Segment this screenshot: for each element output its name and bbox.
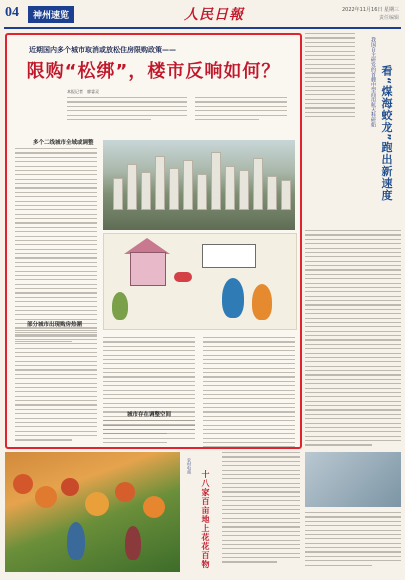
subhead-3: 城市存在调整空间: [127, 412, 172, 418]
highlighted-article[interactable]: [5, 33, 302, 449]
sidebar-article-title[interactable]: [360, 37, 398, 227]
housing-cartoon: [103, 233, 297, 330]
issue-date: 2022年11月16日 星期三: [341, 7, 399, 13]
person-figure: [112, 292, 128, 320]
sidebar-headline: 看“煤海蛟龙”跑出新速度: [380, 65, 393, 202]
sidebar-photo: [305, 452, 401, 507]
body-column-3: [203, 337, 295, 449]
body-column-1: [15, 148, 97, 345]
subhead-1: 多个二线城市全域或调整: [33, 140, 94, 146]
lead-paragraph-right: [195, 97, 287, 131]
speech-bubble: [174, 272, 192, 282]
article-byline: 本报记者 廖睿灵: [67, 89, 99, 94]
body-column-1b: [15, 330, 97, 444]
bottom-headline: 十八家百亩地上花花百物: [201, 470, 210, 569]
section-tag: 神州速览: [28, 6, 74, 23]
fruit-harvest-photo: [5, 452, 180, 572]
person-figure: [252, 284, 272, 320]
body-column-2b: [103, 420, 195, 446]
person-figure: [222, 278, 244, 318]
page-header: [0, 0, 405, 30]
lead-paragraph: [67, 97, 187, 131]
article-headline: 限购“松绑”，楼市反响如何？: [26, 61, 281, 82]
sidebar-text: [305, 33, 355, 121]
house-illustration: [130, 252, 166, 286]
policy-sign: [202, 244, 256, 268]
editor-line: 责任编辑: [378, 15, 399, 21]
sidebar-kicker: 我国自主研发的首艘中型商用航天科研船: [370, 37, 376, 127]
subhead-2: 部分城市出现购房热潮: [27, 322, 83, 328]
city-aerial-photo: [103, 140, 295, 230]
header-rule: [4, 27, 401, 29]
newspaper-logo: 人民日報: [184, 8, 244, 23]
bottom-kicker: 农村电商: [187, 458, 192, 474]
article-kicker: 近期国内多个城市取消或放松住房限购政策——: [29, 46, 176, 54]
page-number: 04: [5, 5, 19, 20]
bottom-right-text: [305, 512, 401, 572]
sidebar-body: [305, 230, 401, 449]
bottom-article-body: [222, 452, 300, 572]
